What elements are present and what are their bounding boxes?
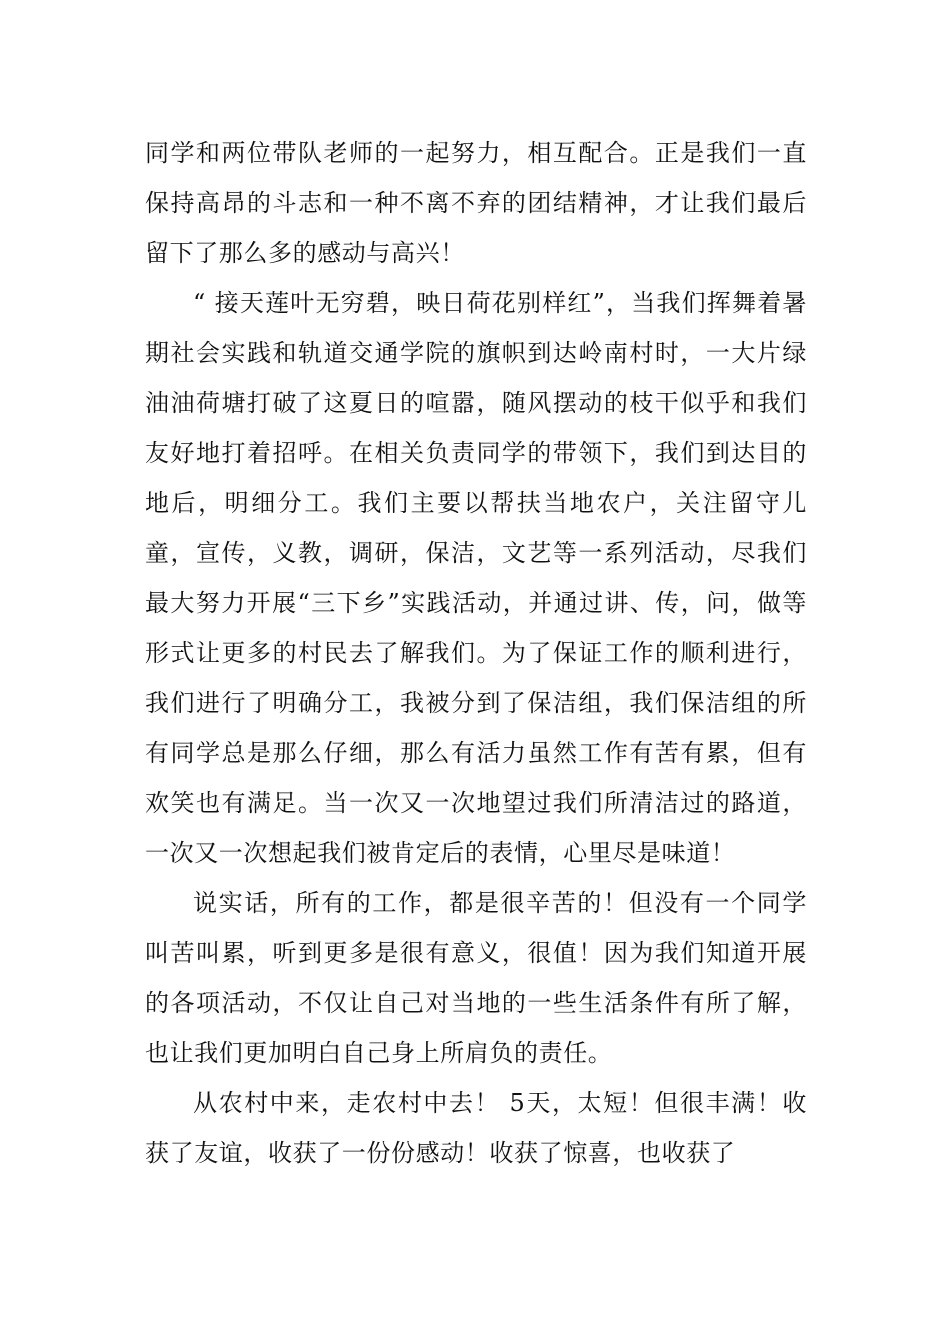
paragraph-3: 说实话，所有的工作，都是很辛苦的！但没有一个同学叫苦叫累，听到更多是很有意义，很值！因为我们知道开展的各项活动，不仅让自己对当地的一些生活条件有所了解，也让我们更加明白自己身上所肩负的责任。 — [145, 889, 807, 1067]
document-body — [145, 128, 807, 1178]
paragraph-1: 同学和两位带队老师的一起努力，相互配合。正是我们一直保持高昂的斗志和一种不离不弃的团结精神，才让我们最后留下了那么多的感动与高兴！ — [145, 139, 807, 267]
paragraph-4: 从农村中来，走农村中去！ 5天，太短！但很丰满！收获了友谊，收获了一份份感动！收获了惊喜，也收获了 — [145, 1089, 807, 1167]
paragraph-2: “ 接天莲叶无穷碧，映日荷花别样红”，当我们挥舞着暑期社会实践和轨道交通学院的旗帜到达岭南村时，一大片绿油油荷塘打破了这夏日的喧嚣，随风摆动的枝干似乎和我们友好地打着招呼。在相关负责同学的带领下，我们到达目的地后，明细分工。我们主要以帮扶当地农户，关注留守儿童，宣传，义教，调研，保洁，文艺等一系列活动，尽我们最大努力开展“三下乡”实践活动，并通过讲、传，问，做等形式让更多的村民去了解我们。为了保证工作的顺利进行，我们进行了明确分工，我被分到了保洁组，我们保洁组的所有同学总是那么仔细，那么有活力虽然工作有苦有累，但有欢笑也有满足。当一次又一次地望过我们所清洁过的路道，一次又一次想起我们被肯定后的表情，心里尽是味道！ — [145, 289, 807, 867]
